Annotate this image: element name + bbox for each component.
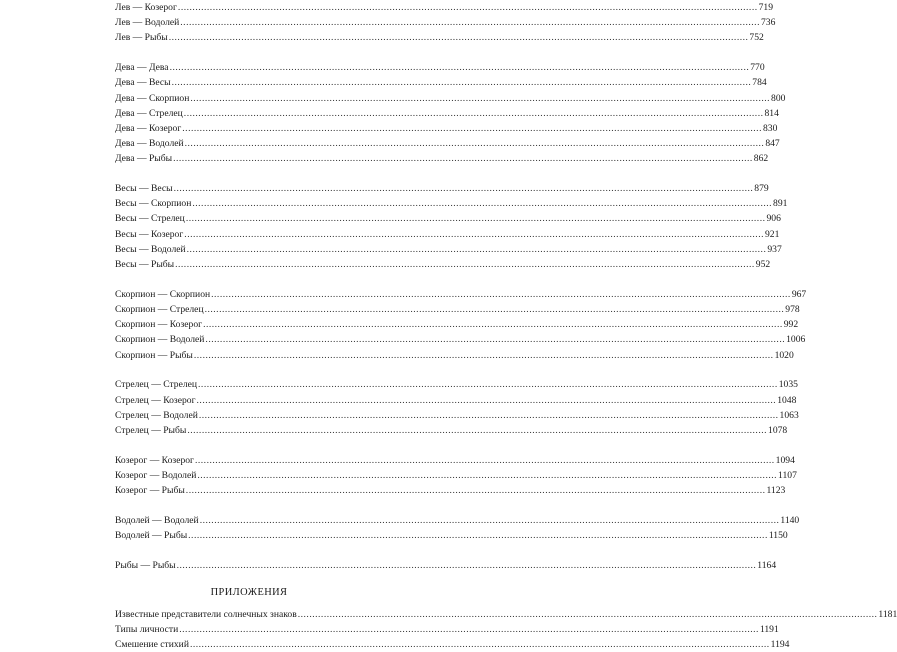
appendix-entries — [115, 607, 897, 652]
toc-entry-page-number: 1123 — [766, 485, 786, 497]
dot-leader: ........................................................................................................................................................................................................ — [198, 409, 779, 421]
dot-leader: ........................................................................................................................................................................................................ — [199, 514, 780, 526]
toc-entry — [115, 242, 782, 257]
toc-entry-title: Дева — Стрелец — [115, 107, 183, 119]
toc-group — [115, 0, 776, 46]
toc-entry — [115, 317, 799, 332]
toc-entry-title: Козерог — Козерог — [115, 454, 194, 466]
toc-entry-page-number: 1191 — [759, 623, 779, 635]
toc-entry — [115, 121, 778, 136]
dot-leader: ........................................................................................................................................................................................................ — [180, 17, 760, 29]
toc-entry — [115, 227, 780, 242]
appendix-heading: ПРИЛОЖЕНИЯ — [210, 586, 288, 598]
dot-leader: ........................................................................................................................................................................................................ — [297, 608, 878, 620]
toc-entry — [115, 468, 797, 483]
toc-entry — [115, 196, 788, 211]
toc-entry — [115, 91, 786, 106]
toc-entry-page-number: 906 — [766, 213, 781, 225]
toc-entry-title: Весы — Козерог — [115, 228, 184, 240]
toc-entry-title: Дева — Весы — [115, 77, 171, 89]
toc-groups — [115, 0, 807, 573]
toc-entry-page-number: 1194 — [770, 638, 790, 650]
dot-leader: ........................................................................................................................................................................................................ — [187, 424, 768, 436]
toc-entry — [115, 528, 788, 543]
toc-entry-title: Рыбы — Рыбы — [115, 559, 176, 571]
dot-leader: ........................................................................................................................................................................................................ — [190, 92, 771, 104]
toc-entry-title: Скорпион — Скорпион — [115, 288, 211, 300]
toc-entry-title: Лев — Рыбы — [115, 32, 168, 44]
toc-entry-title: Лев — Козерог — [115, 2, 177, 13]
toc-entry-page-number: 1020 — [774, 349, 794, 361]
toc-entry-page-number: 1006 — [786, 334, 806, 346]
toc-entry-title: Стрелец — Стрелец — [115, 379, 198, 391]
toc-entry-title: Весы — Рыбы — [115, 259, 175, 270]
dot-leader: ........................................................................................................................................................................................................ — [184, 228, 764, 240]
toc-entry-page-number: 736 — [760, 17, 776, 29]
appendix-section — [115, 585, 897, 652]
toc-entry-title: Дева — Рыбы — [115, 153, 173, 165]
toc-group — [115, 181, 788, 272]
toc-entry-page-number: 1078 — [768, 424, 788, 436]
toc-entry — [115, 106, 779, 121]
toc-entry-page-number: 879 — [754, 183, 769, 195]
toc-entry-title: Скорпион — Водолей — [115, 334, 205, 346]
toc-group — [115, 60, 786, 166]
dot-leader: ........................................................................................................................................................................................................ — [185, 213, 766, 225]
toc-entry — [115, 211, 781, 226]
table-of-contents — [115, 0, 897, 652]
toc-entry-page-number: 1048 — [777, 394, 797, 406]
toc-entry — [115, 453, 795, 468]
toc-entry — [115, 393, 797, 408]
toc-entry — [115, 423, 788, 438]
toc-entry-page-number: 1181 — [878, 608, 897, 620]
toc-entry-page-number: 1063 — [779, 409, 799, 421]
toc-entry-title: Водолей — Рыбы — [115, 530, 188, 541]
toc-entry-title: Скорпион — Стрелец — [115, 303, 204, 315]
toc-entry-page-number: 1164 — [757, 559, 777, 571]
dot-leader: ........................................................................................................................................................................................................ — [193, 349, 774, 361]
toc-entry — [115, 558, 777, 573]
toc-entry — [115, 483, 786, 498]
toc-entry-title: Стрелец — Водолей — [115, 409, 198, 421]
toc-entry — [115, 607, 897, 622]
dot-leader: ........................................................................................................................................................................................................ — [177, 2, 758, 13]
toc-entry — [115, 136, 780, 151]
toc-group — [115, 513, 800, 543]
dot-leader: ........................................................................................................................................................................................................ — [189, 638, 770, 650]
dot-leader: ........................................................................................................................................................................................................ — [169, 62, 750, 74]
dot-leader: ........................................................................................................................................................................................................ — [203, 319, 783, 331]
toc-entry — [115, 30, 764, 45]
toc-entry-title: Весы — Водолей — [115, 243, 186, 255]
dot-leader: ........................................................................................................................................................................................................ — [168, 32, 749, 44]
toc-entry-title: Дева — Козерог — [115, 122, 182, 134]
toc-entry-title: Известные представители солнечных знаков — [115, 608, 297, 620]
toc-entry-title: Скорпион — Козерог — [115, 319, 203, 331]
toc-entry-title: Стрелец — Рыбы — [115, 424, 187, 436]
toc-entry-title: Лев — Водолей — [115, 17, 180, 29]
toc-entry — [115, 75, 767, 90]
toc-entry-page-number: 978 — [785, 303, 800, 315]
dot-leader: ........................................................................................................................................................................................................ — [182, 122, 762, 134]
toc-group — [115, 377, 799, 438]
toc-entry-title: Весы — Скорпион — [115, 198, 192, 210]
dot-leader: ........................................................................................................................................................................................................ — [173, 153, 753, 165]
dot-leader: ........................................................................................................................................................................................................ — [179, 623, 759, 635]
dot-leader: ........................................................................................................................................................................................................ — [198, 379, 778, 391]
toc-entry-page-number: 1035 — [778, 379, 798, 391]
toc-entry-title: Козерог — Водолей — [115, 469, 197, 481]
toc-group — [115, 453, 797, 499]
toc-entry — [115, 377, 798, 392]
toc-entry-title: Весы — Стрелец — [115, 213, 185, 225]
toc-entry-page-number: 921 — [764, 228, 780, 240]
dot-leader: ........................................................................................................................................................................................................ — [171, 77, 752, 89]
toc-group — [115, 558, 777, 573]
dot-leader: ........................................................................................................................................................................................................ — [204, 303, 785, 315]
toc-entry — [115, 0, 773, 15]
toc-entry — [115, 332, 806, 347]
toc-entry-page-number: 784 — [752, 77, 767, 89]
dot-leader: ........................................................................................................................................................................................................ — [173, 183, 754, 195]
dot-leader: ........................................................................................................................................................................................................ — [176, 559, 757, 571]
toc-entry — [115, 287, 807, 302]
toc-entry — [115, 60, 765, 75]
toc-entry-page-number: 937 — [767, 243, 782, 255]
toc-entry — [115, 302, 800, 317]
toc-entry-title: Водолей — Водолей — [115, 514, 199, 526]
dot-leader: ........................................................................................................................................................................................................ — [197, 469, 778, 481]
toc-entry-title: Смешение стихий — [115, 638, 189, 650]
toc-entry-page-number: 1150 — [768, 530, 788, 541]
toc-entry — [115, 513, 800, 528]
toc-entry-page-number: 952 — [755, 259, 771, 270]
toc-entry-page-number: 1094 — [775, 454, 795, 466]
toc-entry-page-number: 891 — [773, 198, 788, 210]
toc-entry-page-number: 800 — [771, 92, 786, 104]
dot-leader: ........................................................................................................................................................................................................ — [188, 530, 768, 541]
toc-entry-page-number: 967 — [791, 288, 807, 300]
toc-entry-page-number: 1107 — [778, 469, 797, 481]
toc-entry-page-number: 830 — [762, 122, 778, 134]
toc-entry — [115, 181, 769, 196]
toc-entry — [115, 622, 779, 637]
dot-leader: ........................................................................................................................................................................................................ — [185, 485, 766, 497]
toc-entry-page-number: 752 — [749, 32, 764, 44]
dot-leader: ........................................................................................................................................................................................................ — [194, 454, 775, 466]
toc-entry-title: Стрелец — Козерог — [115, 394, 196, 406]
toc-entry-title: Типы личности — [115, 623, 179, 635]
dot-leader: ........................................................................................................................................................................................................ — [192, 198, 773, 210]
toc-entry-title: Скорпион — Рыбы — [115, 349, 193, 361]
dot-leader: ........................................................................................................................................................................................................ — [196, 394, 777, 406]
toc-entry-page-number: 719 — [758, 2, 773, 13]
toc-entry — [115, 637, 790, 652]
dot-leader: ........................................................................................................................................................................................................ — [184, 138, 765, 150]
dot-leader: ........................................................................................................................................................................................................ — [186, 243, 767, 255]
toc-entry-page-number: 847 — [765, 138, 780, 150]
dot-leader: ........................................................................................................................................................................................................ — [183, 107, 764, 119]
toc-entry-page-number: 862 — [753, 153, 769, 165]
toc-entry — [115, 257, 771, 272]
toc-entry — [115, 348, 794, 363]
toc-entry-title: Дева — Водолей — [115, 138, 184, 150]
toc-group — [115, 287, 807, 363]
dot-leader: ........................................................................................................................................................................................................ — [205, 334, 786, 346]
toc-entry-page-number: 770 — [750, 62, 765, 74]
toc-entry-title: Дева — Дева — [115, 62, 169, 74]
toc-entry-title: Дева — Скорпион — [115, 92, 190, 104]
dot-leader: ........................................................................................................................................................................................................ — [211, 288, 791, 300]
toc-entry-page-number: 814 — [764, 107, 779, 119]
toc-entry-title: Весы — Весы — [115, 183, 173, 195]
toc-entry-title: Козерог — Рыбы — [115, 485, 185, 497]
toc-entry-page-number: 1140 — [780, 514, 800, 526]
toc-entry-page-number: 992 — [783, 319, 799, 331]
toc-entry — [115, 151, 769, 166]
toc-entry — [115, 408, 799, 423]
toc-entry — [115, 15, 776, 30]
dot-leader: ........................................................................................................................................................................................................ — [175, 259, 755, 270]
